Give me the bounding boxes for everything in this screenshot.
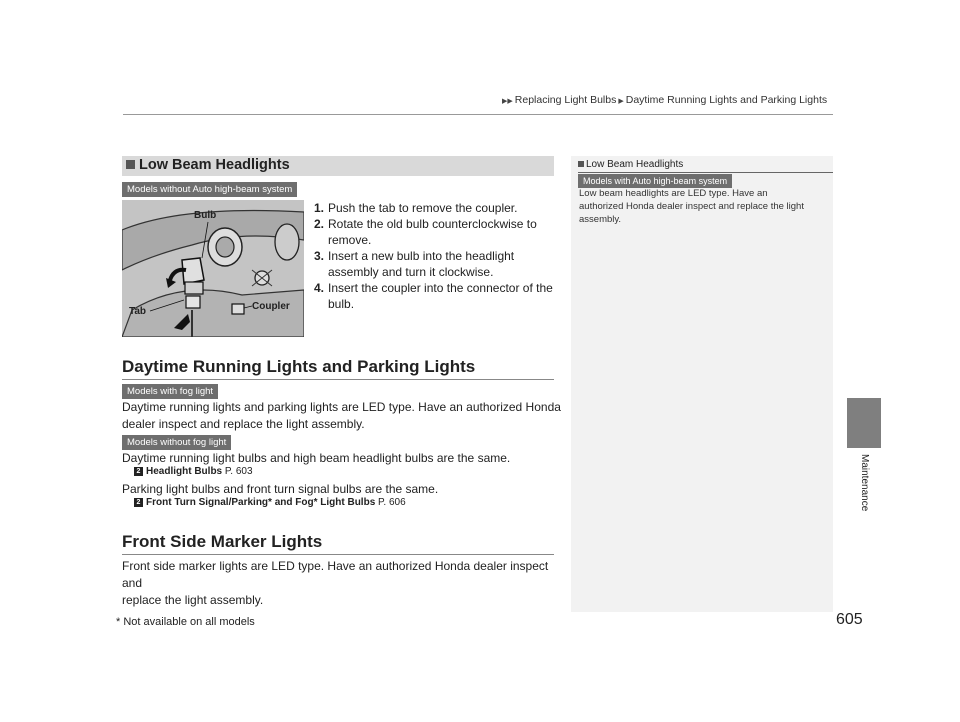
header-divider <box>123 114 833 115</box>
side-note-text: Low beam headlights are LED type. Have an authorized Honda dealer inspect and replace the light assembly. <box>579 188 804 225</box>
model-badge: Models with fog light <box>122 384 218 399</box>
drl-paragraph: Daytime running lights and parking lights are LED type. Have an authorized Honda dealer inspect and replace the light assembly. <box>122 400 561 431</box>
side-note-divider <box>578 172 833 173</box>
breadcrumb-arrow-icon: ▶▶ <box>502 98 513 105</box>
reference-arrow-icon: 2 <box>134 498 143 507</box>
section-title-drl: Daytime Running Lights and Parking Lights <box>122 357 476 376</box>
diagram-label-tab: Tab <box>129 306 147 317</box>
model-badge: Models without fog light <box>122 435 231 450</box>
section-title: Low Beam Headlights <box>139 156 290 173</box>
reference-arrow-icon: 2 <box>134 467 143 476</box>
section-header-low-beam <box>122 156 554 176</box>
note-marker-icon <box>578 161 584 167</box>
step-item: 3. Insert a new bulb into the headlight assembly and turn it clockwise. <box>314 249 515 279</box>
side-marker-paragraph: Front side marker lights are LED type. Have an authorized Honda dealer inspect and replace the light assembly. <box>122 559 549 607</box>
cross-reference-front-turn-signal[interactable]: 2 Front Turn Signal/Parking* and Fog* Light Bulbs P. 606 <box>134 497 406 508</box>
cross-reference-headlight-bulbs[interactable]: 2 Headlight Bulbs P. 603 <box>134 466 253 477</box>
breadcrumb <box>500 94 827 106</box>
breadcrumb-item[interactable]: Daytime Running Lights and Parking Lights <box>625 94 828 106</box>
section-marker-icon <box>126 160 135 169</box>
drl-bulb-paragraph: Daytime running light bulbs and high beam headlight bulbs are the same. <box>122 451 511 465</box>
model-badge: Models with Auto high-beam system <box>578 174 732 188</box>
breadcrumb-arrow-icon: ▶ <box>618 98 624 105</box>
step-item: 1. Push the tab to remove the coupler. <box>314 201 518 215</box>
instruction-steps <box>314 200 559 312</box>
step-item: 2. Rotate the old bulb counterclockwise to remove. <box>314 217 537 247</box>
chapter-tab[interactable] <box>847 398 881 448</box>
breadcrumb-item[interactable]: Replacing Light Bulbs <box>514 94 617 106</box>
parking-bulb-paragraph: Parking light bulbs and front turn signal bulbs are the same. <box>122 482 439 496</box>
diagram-label-bulb: Bulb <box>194 210 217 221</box>
section-title-side-marker: Front Side Marker Lights <box>122 532 323 551</box>
section-divider <box>122 554 554 555</box>
diagram-label-coupler: Coupler <box>252 301 290 312</box>
page-number: 605 <box>836 611 863 628</box>
section-divider <box>122 379 554 380</box>
footnote: * Not available on all models <box>116 616 255 628</box>
model-badge: Models without Auto high-beam system <box>122 182 297 197</box>
chapter-tab-label: Maintenance <box>859 454 870 512</box>
step-item: 4. Insert the coupler into the connector of the bulb. <box>314 281 553 311</box>
side-note-title: Low Beam Headlights <box>578 159 683 170</box>
headlight-diagram <box>122 200 304 337</box>
